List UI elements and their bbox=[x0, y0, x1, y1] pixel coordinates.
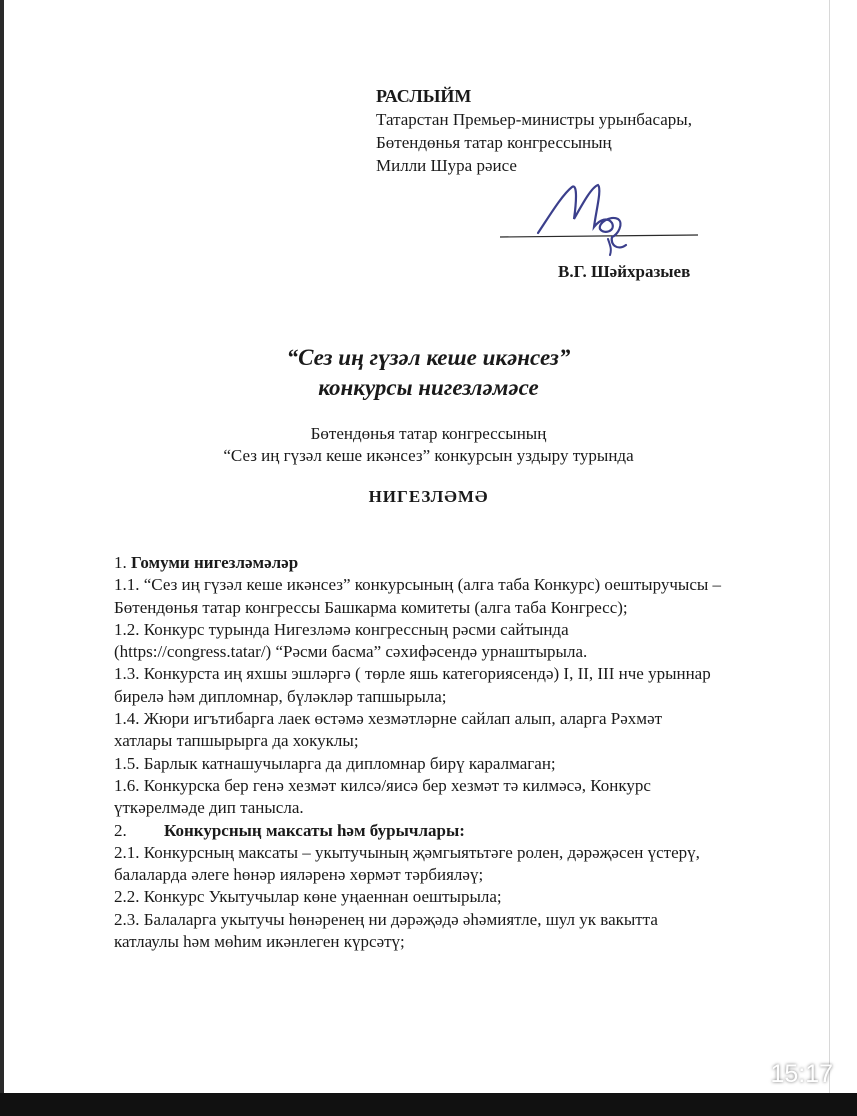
title-line: конкурсы нигезләмәсе bbox=[318, 375, 539, 400]
intro-line: Бөтендөнья татар конгрессының bbox=[310, 424, 547, 443]
section-item: 1.6. Конкурска бер генә хезмәт килсә/яисә бер хезмәт тә килмәсә, Конкурс үткәрелмәде дип танысла. bbox=[114, 775, 651, 818]
section-number: 1. bbox=[114, 553, 131, 572]
title-line: “Сез иң гүзәл кеше икәнсез” bbox=[286, 345, 571, 370]
bottom-bar bbox=[0, 1093, 857, 1116]
section-title: Гомуми нигезләмәләр bbox=[131, 553, 299, 572]
section-heading bbox=[114, 552, 724, 574]
section-item: 2.3. Балаларга укытучы һөнәренең ни дәрәҗәдә әһәмиятле, шул ук вакытта катлаулы һәм мөһим икәнлеген күрсәтү; bbox=[114, 909, 658, 952]
section-item: 1.3. Конкурста иң яхшы эшләргә ( төрле яшь категориясендә) I, II, III нче урыннар бирелә һәм дипломнар, бүләкләр тапшырыла; bbox=[114, 664, 711, 706]
section-item: 2.1. Конкурсның максаты – укытучының җәмгыятьтәге ролен, дәрәҗәсен үстерү, балаларда әлеге һөнәр ияләренә хөрмәт тәрбияләү; bbox=[114, 842, 700, 885]
regulation-heading: НИГЕЗЛӘМӘ bbox=[368, 487, 489, 506]
section-item: 1.2. Конкурс турында Нигезләмә конгрессның рәсми сайтында (https://congress.tatar/) “Рәсми басма” сәхифәсендә урнаштырыла. bbox=[114, 619, 588, 662]
signer-name: В.Г. Шәйхразыев bbox=[558, 262, 691, 281]
section-item: 1.5. Барлык катнашучыларга да дипломнар бирү каралмаган; bbox=[114, 753, 556, 773]
approval-heading: РАСЛЫЙМ bbox=[376, 86, 472, 106]
intro-line: “Сез иң гүзәл кеше икәнсез” конкурсын уздыру турында bbox=[223, 446, 634, 465]
approval-block bbox=[376, 85, 692, 177]
status-time: 15:17 bbox=[770, 1060, 833, 1088]
section-item: 1.1. “Сез иң гүзәл кеше икәнсез” конкурсының (алга таба Конкурс) оештыручысы – Бөтендөнья татар конгрессы Башкарма комитеты (алга таба Конгресс); bbox=[114, 575, 722, 617]
section-item: 1.4. Жюри игътибарга лаек өстәмә хезмәтләрне сайлап алып, аларга Рәхмәт хатлары тапшырырга да хокуклы; bbox=[114, 709, 663, 751]
document-intro bbox=[0, 423, 857, 467]
page-left-edge bbox=[0, 0, 4, 1100]
section-number: 2. bbox=[114, 820, 127, 840]
document-title bbox=[0, 343, 857, 403]
page-right-margin bbox=[829, 0, 857, 1100]
section-item: 2.2. Конкурс Укытучылар көне уңаеннан оештырыла; bbox=[114, 887, 502, 907]
document-body bbox=[114, 552, 724, 953]
handwritten-signature bbox=[500, 175, 700, 265]
approval-line: Милли Шура рәисе bbox=[376, 156, 517, 175]
section-heading bbox=[114, 820, 724, 842]
section-title: Конкурсның максаты һәм бурычлары: bbox=[164, 820, 465, 840]
approval-line: Бөтендөнья татар конгрессының bbox=[376, 133, 612, 152]
approval-line: Татарстан Премьер-министры урынбасары, bbox=[376, 110, 692, 129]
